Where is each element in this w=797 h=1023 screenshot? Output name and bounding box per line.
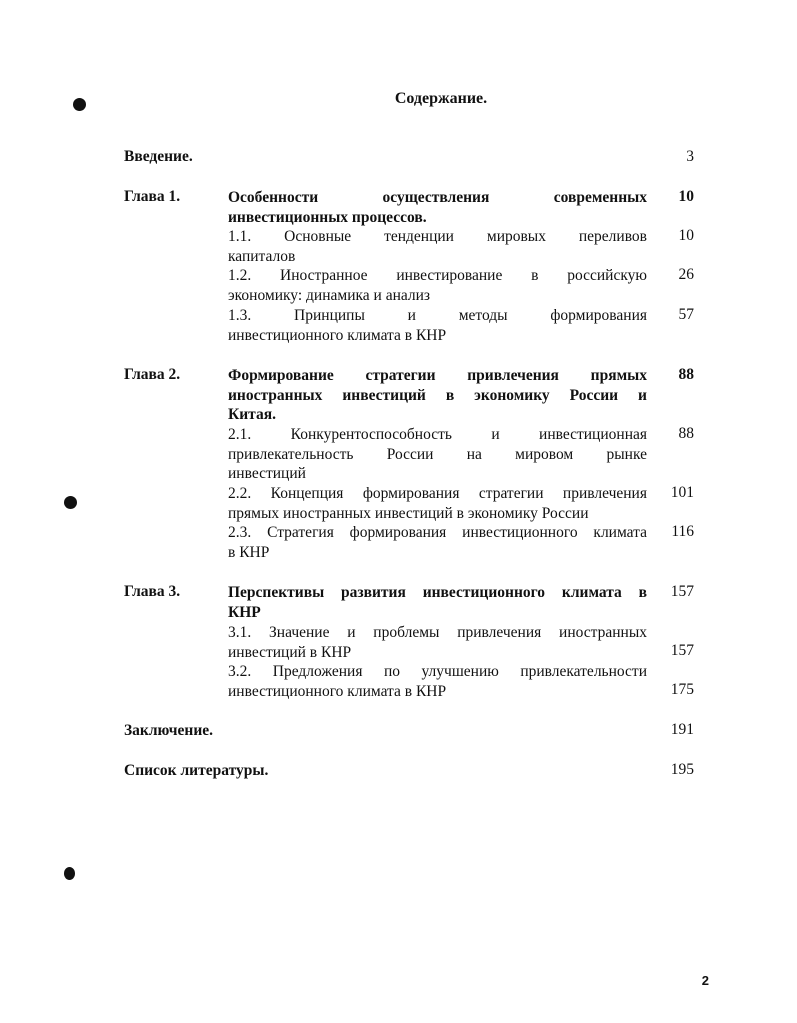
section-2-1-page: 88 <box>678 425 694 442</box>
chapter-2-title-line-1: Формирование стратегии привлечения прямых <box>228 367 647 384</box>
section-1-3-page: 57 <box>678 306 694 323</box>
section-2-3-line-2: в КНР <box>228 543 270 561</box>
chapter-2-page: 88 <box>678 366 694 383</box>
scan-blot-middle <box>64 496 77 509</box>
section-1-1-line-2: капиталов <box>228 247 296 265</box>
section-2-3 <box>228 523 647 562</box>
section-2-2 <box>228 484 647 523</box>
intro-page: 3 <box>686 148 694 165</box>
section-2-1 <box>228 425 647 484</box>
chapter-3-label: Глава 3. <box>124 583 181 600</box>
section-1-2-line-1: 1.2. Иностранное инвестирование в российскую <box>228 267 647 284</box>
page-title: Содержание. <box>394 90 488 107</box>
chapter-1-title-line-2: инвестиционных процессов. <box>228 208 427 226</box>
section-2-1-line-1: 2.1. Конкурентоспособность и инвестиционная <box>228 426 647 443</box>
chapter-2-title-line-2: иностранных инвестиций в экономику России и <box>228 386 647 404</box>
section-3-1-line-2: инвестиций в КНР <box>228 643 352 661</box>
section-1-3-line-1: 1.3. Принципы и методы формирования <box>228 307 647 324</box>
chapter-3-title-line-2: КНР <box>228 603 261 621</box>
section-3-1-line-1: 3.1. Значение и проблемы привлечения иностранных <box>228 624 647 641</box>
section-2-3-line-1: 2.3. Стратегия формирования инвестиционного климата <box>228 524 647 541</box>
section-3-1 <box>228 623 647 662</box>
intro-label: Введение. <box>124 148 193 165</box>
section-1-1-page: 10 <box>678 227 694 244</box>
section-2-2-page: 101 <box>670 484 694 501</box>
chapter-1-label: Глава 1. <box>124 188 181 205</box>
conclusion-page: 191 <box>670 721 694 738</box>
section-1-2-page: 26 <box>678 266 694 283</box>
section-2-3-page: 116 <box>671 523 694 540</box>
section-1-2-line-2: экономику: динамика и анализ <box>228 286 431 304</box>
section-1-3-line-2: инвестиционного климата в КНР <box>228 326 447 344</box>
references-label: Список литературы. <box>124 762 269 779</box>
chapter-1-page: 10 <box>678 188 694 205</box>
scan-blot-bottom <box>64 867 75 880</box>
section-2-2-line-1: 2.2. Концепция формирования стратегии привлечения <box>228 485 647 502</box>
section-2-1-line-3: инвестиций <box>228 465 306 483</box>
chapter-3-title <box>228 583 647 622</box>
section-1-3 <box>228 306 647 345</box>
chapter-3-page: 157 <box>670 583 694 600</box>
chapter-2-title-line-3: Китая. <box>228 406 276 424</box>
chapter-2-label: Глава 2. <box>124 366 181 383</box>
section-3-2-line-2: инвестиционного климата в КНР <box>228 682 447 700</box>
section-3-2 <box>228 662 647 701</box>
chapter-3-title-line-1: Перспективы развития инвестиционного климата в <box>228 584 647 601</box>
references-page: 195 <box>670 761 694 778</box>
section-2-1-line-2: привлекательность России на мировом рынке <box>228 445 647 463</box>
section-3-1-page: 157 <box>670 642 694 659</box>
chapter-1-title <box>228 188 647 227</box>
chapter-2-title <box>228 366 647 425</box>
chapter-1-title-line-1: Особенности осуществления современных <box>228 189 647 206</box>
section-3-2-line-1: 3.2. Предложения по улучшению привлекательности <box>228 663 647 680</box>
page-number: 2 <box>701 973 709 988</box>
section-1-1-line-1: 1.1. Основные тенденции мировых переливов <box>228 228 647 245</box>
section-1-2 <box>228 266 647 305</box>
section-2-2-line-2: прямых иностранных инвестиций в экономику России <box>228 504 589 522</box>
section-3-2-page: 175 <box>670 681 694 698</box>
section-1-1 <box>228 227 647 266</box>
conclusion-label: Заключение. <box>124 722 214 739</box>
